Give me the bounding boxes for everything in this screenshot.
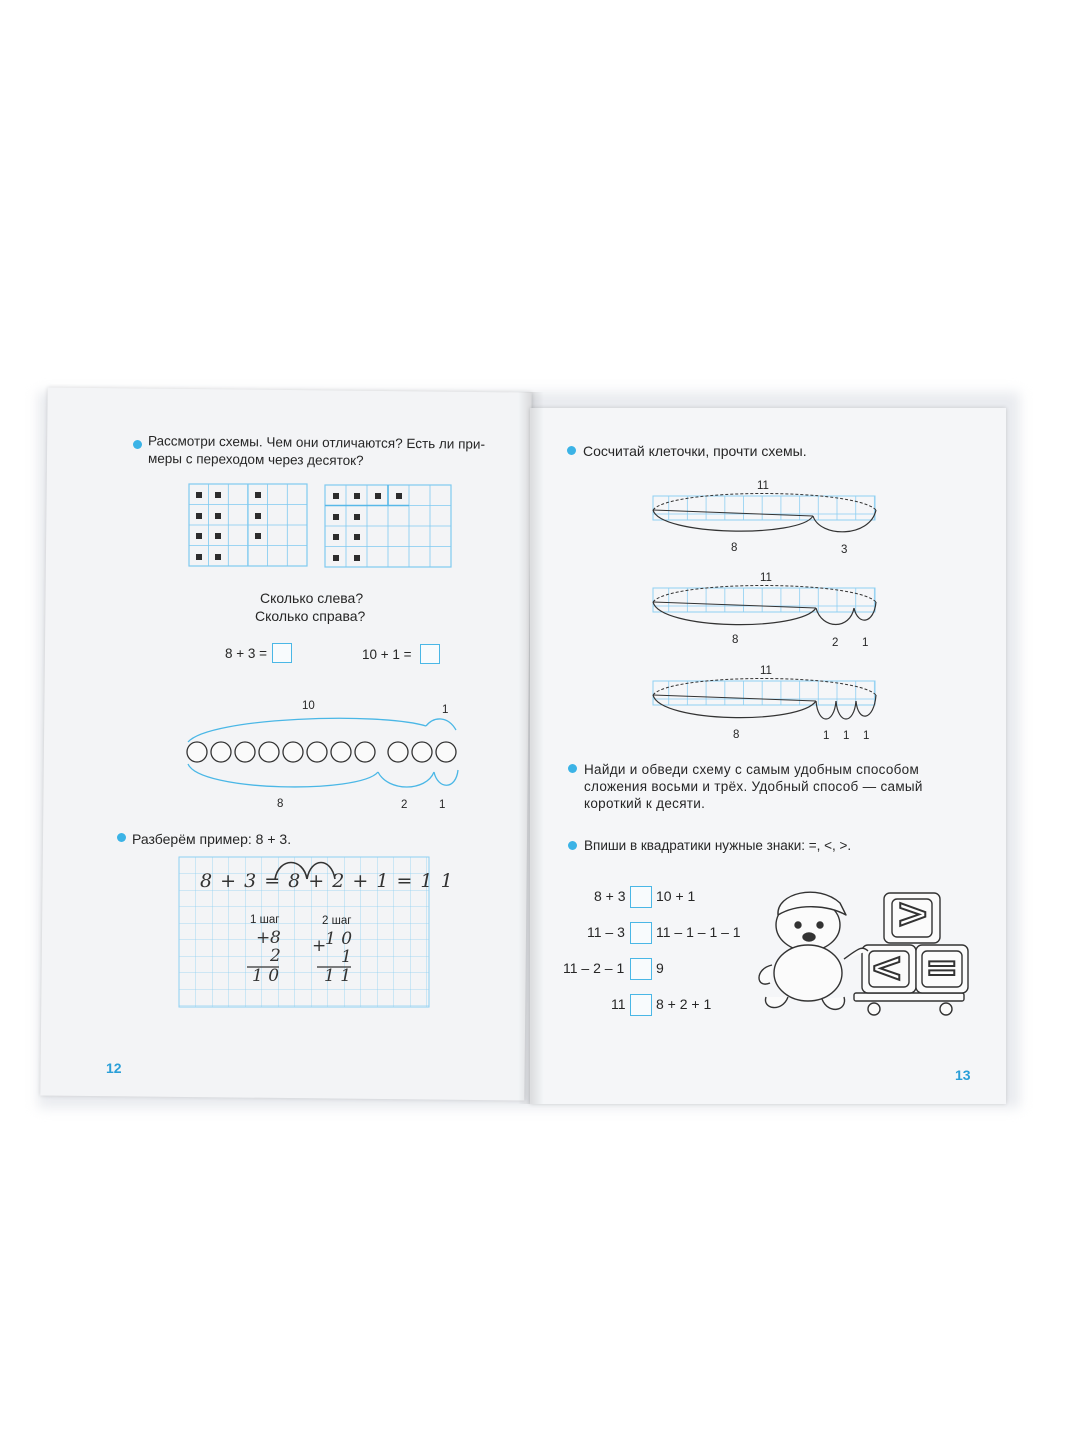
bullet-icon [567, 446, 576, 455]
dot-grid-left [189, 484, 309, 568]
comparison-4-right: 8 + 2 + 1 [656, 996, 712, 1012]
cell-scheme-1 [650, 490, 880, 540]
comparison-1-left: 8 + 3 [594, 888, 626, 904]
answer-box-2[interactable] [420, 644, 440, 664]
dot-grid-right [325, 485, 453, 569]
comparison-1-right: 10 + 1 [656, 888, 696, 904]
step1-a: 8 [270, 928, 281, 948]
bullet-icon [568, 764, 577, 773]
scheme3-part-1c: 1 [863, 730, 870, 742]
cell-scheme-2 [650, 582, 880, 634]
scheme2-part-2: 2 [832, 637, 839, 649]
comparison-box-1[interactable] [630, 886, 652, 908]
bullet-icon [117, 833, 126, 842]
task1-line2: меры с переходом через десяток? [147, 450, 364, 469]
circle-label-8: 8 [277, 798, 284, 810]
task3-text: Сосчитай клеточки, прочти схемы. [583, 443, 807, 459]
circle-label-1: 1 [442, 704, 449, 716]
equation-2: 10 + 1 = [362, 647, 412, 662]
step1-label: 1 шаг [250, 914, 280, 926]
circle-label-2: 2 [401, 799, 408, 811]
task1-line1: Рассмотри схемы. Чем они отличаются? Есть ли при- [147, 433, 486, 452]
plus-sign-2: + [312, 936, 327, 956]
comparison-box-4[interactable] [630, 994, 652, 1016]
comparison-2-left: 11 – 3 [587, 924, 625, 940]
task2-text: Разберём пример: 8 + 3. [132, 831, 292, 847]
scheme1-total: 11 [757, 480, 769, 492]
scheme3-part-1a: 1 [823, 730, 830, 742]
comparison-2-right: 11 – 1 – 1 – 1 [656, 924, 741, 940]
question-left: Сколько слева? [260, 590, 364, 606]
page-number-right: 13 [955, 1067, 971, 1083]
scheme3-part-1b: 1 [843, 730, 850, 742]
scheme2-part-8: 8 [732, 634, 739, 646]
scheme1-part-8: 8 [731, 542, 738, 554]
bullet-icon [568, 841, 577, 850]
step2-a: 1 0 [325, 929, 353, 949]
equals-block-icon: = [925, 945, 959, 991]
plus-sign-1: + [256, 928, 271, 948]
scheme3-part-8: 8 [733, 729, 740, 741]
circle-label-1b: 1 [439, 799, 446, 811]
task5-text: Впиши в квадратики нужные знаки: =, <, >. [584, 838, 852, 853]
scheme1-part-3: 3 [841, 544, 848, 556]
less-than-block-icon: < [870, 945, 904, 991]
greater-than-block-icon: > [896, 891, 930, 937]
comparison-3-left: 11 – 2 – 1 [563, 960, 625, 976]
circle-scheme [180, 712, 470, 802]
task4-line3: короткий к десяти. [584, 796, 706, 811]
scheme3-total: 11 [760, 665, 772, 677]
step1-result: 1 0 [252, 966, 280, 986]
comparison-box-3[interactable] [630, 958, 652, 980]
scheme2-part-1: 1 [862, 637, 869, 649]
step2-b: 1 [341, 947, 352, 967]
task4-line1: Найди и обведи схему с самым удобным способом [584, 762, 920, 777]
question-right: Сколько справа? [255, 608, 366, 624]
comparison-box-2[interactable] [630, 922, 652, 944]
cell-scheme-3 [650, 675, 880, 727]
book-gutter [518, 392, 544, 1104]
circle-label-10: 10 [302, 700, 315, 712]
scheme2-total: 11 [760, 572, 772, 584]
handwritten-equation: 8 + 3 = 8 + 2 + 1 = 1 1 [200, 870, 454, 892]
comparison-3-right: 9 [656, 960, 664, 976]
comparison-4-left: 11 [611, 996, 626, 1012]
task4-line2: сложения восьми и трёх. Удобный способ — самый [584, 779, 923, 794]
page-number-left: 12 [106, 1060, 122, 1076]
step1-b: 2 [270, 946, 281, 966]
equation-1: 8 + 3 = [225, 646, 268, 661]
answer-box-1[interactable] [272, 643, 292, 663]
bullet-icon [133, 440, 142, 449]
step2-result: 1 1 [324, 966, 352, 986]
step2-label: 2 шаг [322, 915, 352, 927]
